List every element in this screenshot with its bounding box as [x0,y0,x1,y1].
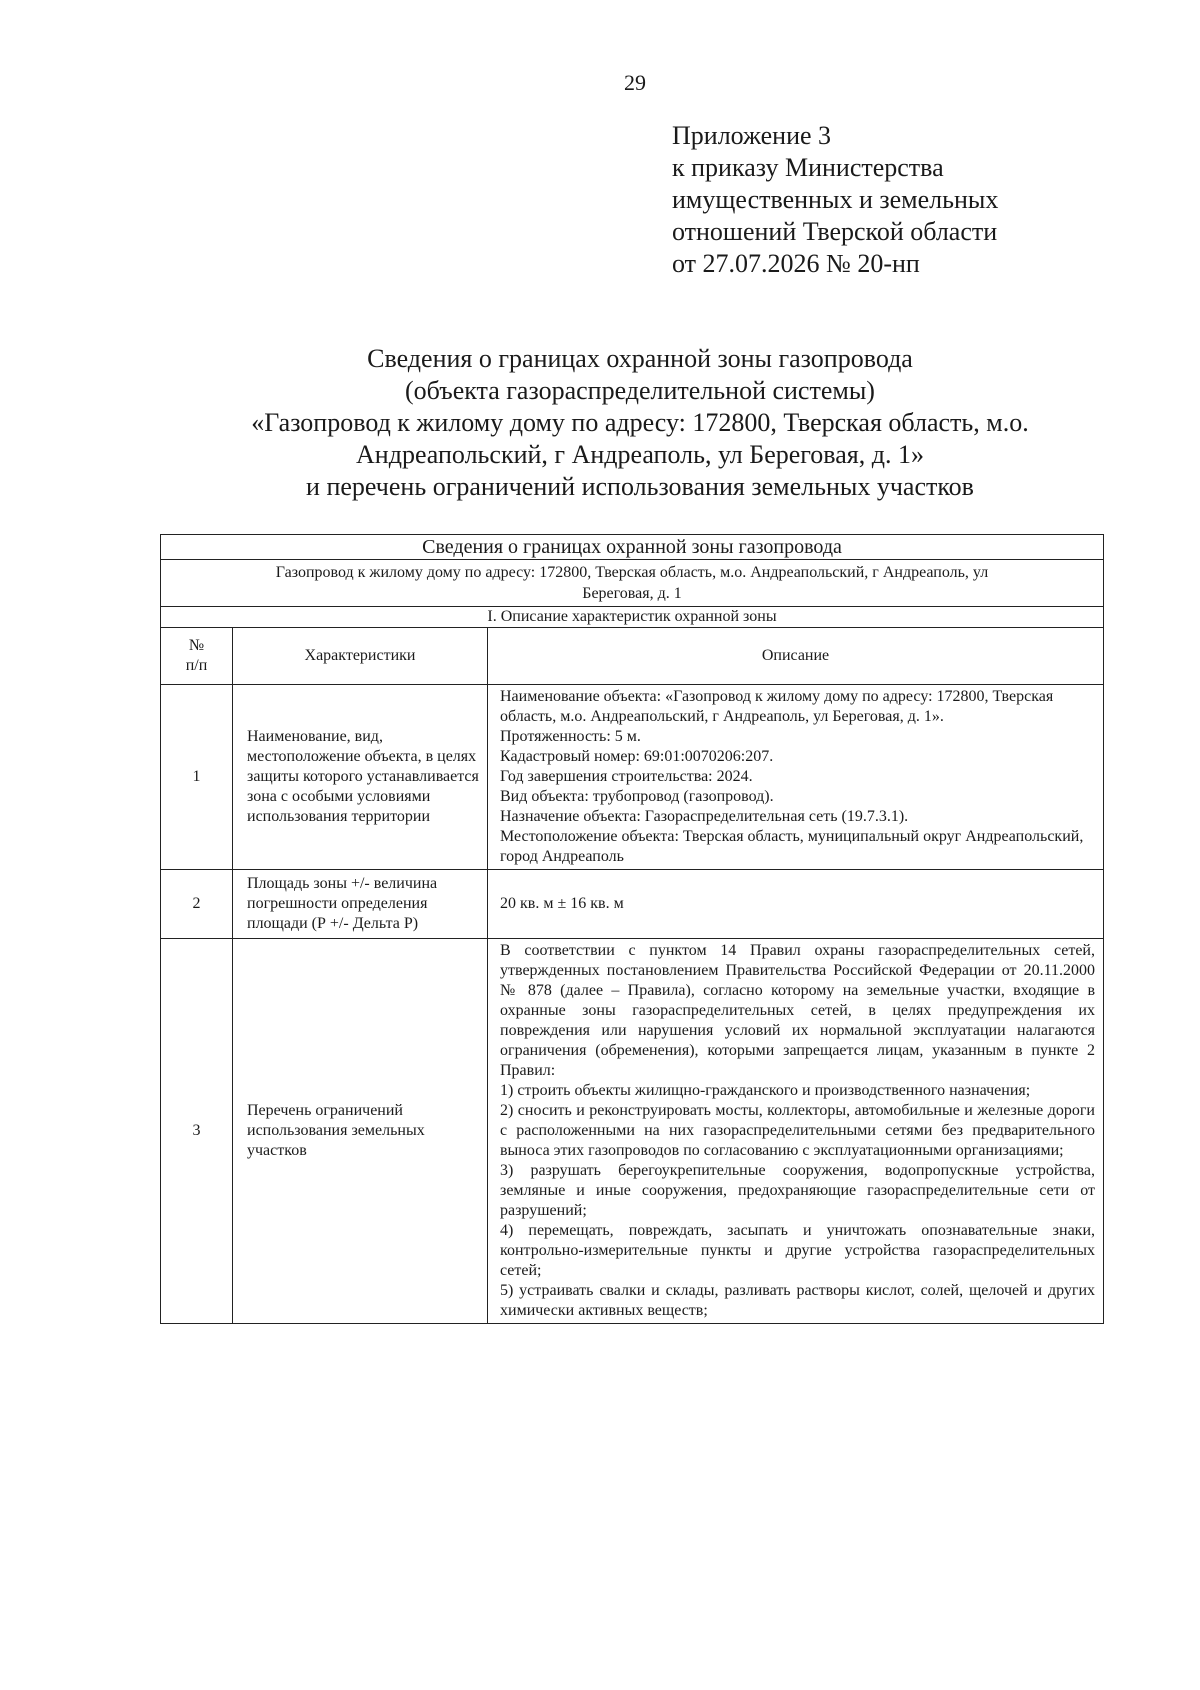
appendix-line: от 27.07.2026 № 20-нп [672,249,920,278]
object-name-line: Береговая, д. 1 [582,585,682,602]
section-title: I. Описание характеристик охранной зоны [161,607,1104,628]
row-description [488,685,1104,870]
description-line: Вид объекта: трубопровод (газопровод). [500,788,774,805]
description-line: Местоположение объекта: Тверская область, муниципальный округ Андреапольский, город Андреаполь [500,828,1084,865]
table-header-row [161,535,1104,560]
table-main-header: Сведения о границах охранной зоны газопровода [161,535,1104,560]
description-line: Назначение объекта: Газораспределительная сеть (19.7.3.1). [500,808,909,825]
table-section-row [161,607,1104,628]
row-number: 2 [161,870,233,939]
protection-zone-table [160,534,1104,1324]
column-header-number [161,628,233,685]
appendix-line: Приложение 3 [672,121,832,150]
row-characteristic: Наименование, вид, местоположение объекта, в целях защиты которого устанавливается зона с особыми условиями использования территории [233,685,488,870]
description-paragraph: 5) устраивать свалки и склады, разливать растворы кислот, солей, щелочей и других химически активных веществ; [500,1282,1095,1319]
title-line: (объекта газораспределительной системы) [405,376,875,405]
column-header-number-line: № [188,637,205,654]
column-header-row [161,628,1104,685]
table-object-row [161,560,1104,607]
description-paragraph: 1) строить объекты жилищно-гражданского и производственного назначения; [500,1082,1031,1099]
column-header-number-line: п/п [185,657,208,674]
description-line: Наименование объекта: «Газопровод к жилому дому по адресу: 172800, Тверская область, м.о. Андреапольский, г Андреаполь, ул Береговая, д. 1». [500,688,1054,725]
column-header-description: Описание [488,628,1104,685]
table-row [161,870,1104,939]
row-number: 3 [161,939,233,1324]
table-row [161,939,1104,1324]
row-description [488,870,1104,939]
description-line: Кадастровый номер: 69:01:0070206:207. [500,748,774,765]
description-paragraph: 4) перемещать, повреждать, засыпать и уничтожать опознавательные знаки, контрольно-измерительные пункты и другие устройства газораспределительных сетей; [500,1222,1095,1279]
appendix-line: к приказу Министерства [672,153,944,182]
page-number: 29 [624,70,646,95]
description-paragraph: 2) сносить и реконструировать мосты, коллекторы, автомобильные и железные дороги с расположенными на них газораспределительными сетями без предварительного выноса этих газопроводов по согласованию с эксплуатационными организациями; [500,1102,1095,1159]
description-paragraph: В соответствии с пунктом 14 Правил охраны газораспределительных сетей, утвержденных постановлением Правительства Российской Федерации от 20.11.2000 № 878 (далее – Правила), согласно которому на земельные участки, входящие в охранные зоны газораспределительных сетей, в целях предупреждения их повреждения или нарушения условий их нормальной эксплуатации налагаются ограничения (обременения), которыми запрещается лицам, указанным в пункте 2 Правил: [500,942,1095,1079]
description-paragraph: 3) разрушать берегоукрепительные сооружения, водопропускные устройства, земляные и иные сооружения, предохраняющие газораспределительные сети от разрушений; [500,1162,1095,1219]
description-line: 20 кв. м ± 16 кв. м [500,895,624,912]
row-characteristic: Перечень ограничений использования земельных участков [233,939,488,1324]
object-name-line: Газопровод к жилому дому по адресу: 172800, Тверская область, м.о. Андреапольский, г Андреаполь, ул [275,564,989,581]
row-description [488,939,1104,1324]
appendix-reference [672,120,998,280]
title-line: и перечень ограничений использования земельных участков [306,472,974,501]
title-line: Андреапольский, г Андреаполь, ул Береговая, д. 1» [356,440,924,469]
table-row [161,685,1104,870]
title-line: «Газопровод к жилому дому по адресу: 172800, Тверская область, м.о. [251,408,1029,437]
row-characteristic: Площадь зоны +/- величина погрешности определения площади (Р +/- Дельта Р) [233,870,488,939]
row-number: 1 [161,685,233,870]
column-header-characteristics: Характеристики [233,628,488,685]
table-object-name [161,560,1104,607]
description-line: Год завершения строительства: 2024. [500,768,753,785]
description-line: Протяженность: 5 м. [500,728,641,745]
appendix-line: имущественных и земельных [672,185,999,214]
document-title [160,343,1120,503]
appendix-line: отношений Тверской области [672,217,998,246]
title-line: Сведения о границах охранной зоны газопровода [367,344,913,373]
